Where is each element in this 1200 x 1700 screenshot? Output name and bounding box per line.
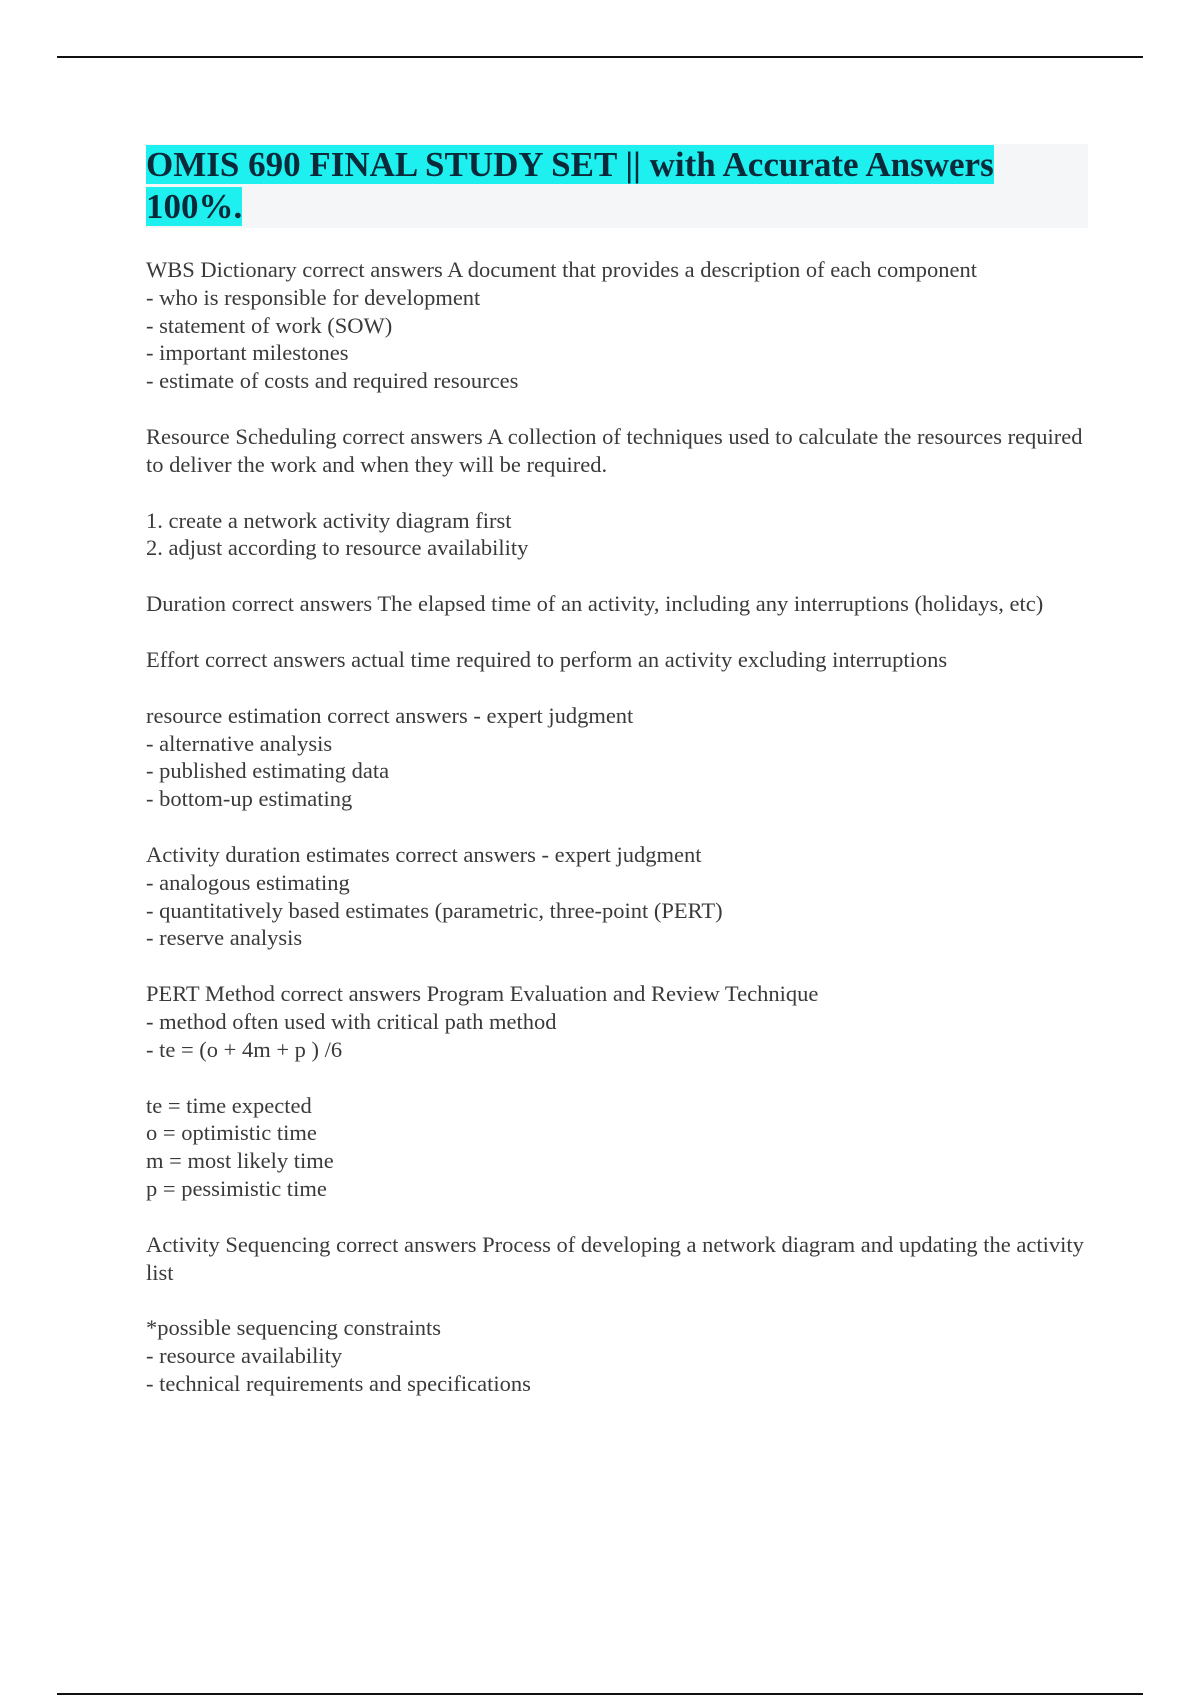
study-entry [146, 256, 1086, 395]
entry-line: - te = (o + 4m + p ) /6 [146, 1036, 343, 1062]
entry-line: - quantitatively based estimates (parametric, three-point (PERT) [146, 897, 723, 923]
entry-line: - statement of work (SOW) [146, 312, 393, 338]
study-entry [146, 507, 1086, 563]
entry-line: - method often used with critical path method [146, 1008, 557, 1034]
study-entry [146, 1092, 1086, 1203]
entry-line: m = most likely time [146, 1148, 334, 1174]
entry-line: - analogous estimating [146, 869, 350, 895]
entry-line: - estimate of costs and required resources [146, 368, 519, 394]
entry-line: Activity Sequencing correct answers Process of developing a network diagram and updating the activity list [146, 1231, 1090, 1285]
entry-line: - alternative analysis [146, 730, 333, 756]
entry-line: - reserve analysis [146, 925, 303, 951]
entry-line: WBS Dictionary correct answers A document that provides a description of each component [146, 257, 978, 282]
study-entry [146, 841, 1086, 952]
entry-line: Duration correct answers The elapsed time of an activity, including any interruptions (holidays, etc) [146, 591, 1044, 617]
entry-line: PERT Method correct answers Program Evaluation and Review Technique [146, 981, 819, 1007]
title-highlight: OMIS 690 FINAL STUDY SET || with Accurate Answers 100%. [146, 145, 994, 226]
entry-line: 2. adjust according to resource availability [146, 535, 529, 561]
entry-line: 1. create a network activity diagram first [146, 507, 512, 533]
entry-line: - bottom-up estimating [146, 786, 353, 812]
study-entry [146, 646, 1086, 674]
entry-line: - technical requirements and specifications [146, 1370, 531, 1396]
study-entry [146, 423, 1089, 479]
entry-line: - who is responsible for development [146, 284, 481, 310]
top-divider [57, 56, 1143, 58]
entry-line: Activity duration estimates correct answers - expert judgment [146, 841, 702, 867]
entry-line: - important milestones [146, 340, 349, 366]
entry-line: - resource availability [146, 1343, 343, 1369]
study-entry [146, 980, 1086, 1063]
entry-line: Resource Scheduling correct answers A collection of techniques used to calculate the resources required to deliver the work and when they will be required. [146, 423, 1089, 477]
title-block [146, 144, 1088, 228]
entry-line: *possible sequencing constraints [146, 1315, 441, 1341]
study-entry [146, 1314, 1086, 1397]
entry-line: resource estimation correct answers - expert judgment [146, 702, 634, 728]
study-entry [146, 702, 1086, 813]
bottom-divider [57, 1693, 1143, 1695]
entry-line: Effort correct answers actual time required to perform an activity excluding interruptions [146, 646, 948, 672]
study-entry [146, 590, 1086, 618]
document-body [146, 256, 1090, 1426]
entry-line: p = pessimistic time [146, 1175, 327, 1201]
entry-line: - published estimating data [146, 758, 390, 784]
document-title [146, 144, 1026, 228]
entry-line: o = optimistic time [146, 1120, 317, 1146]
study-entry [146, 1231, 1090, 1287]
entry-line: te = time expected [146, 1092, 312, 1118]
